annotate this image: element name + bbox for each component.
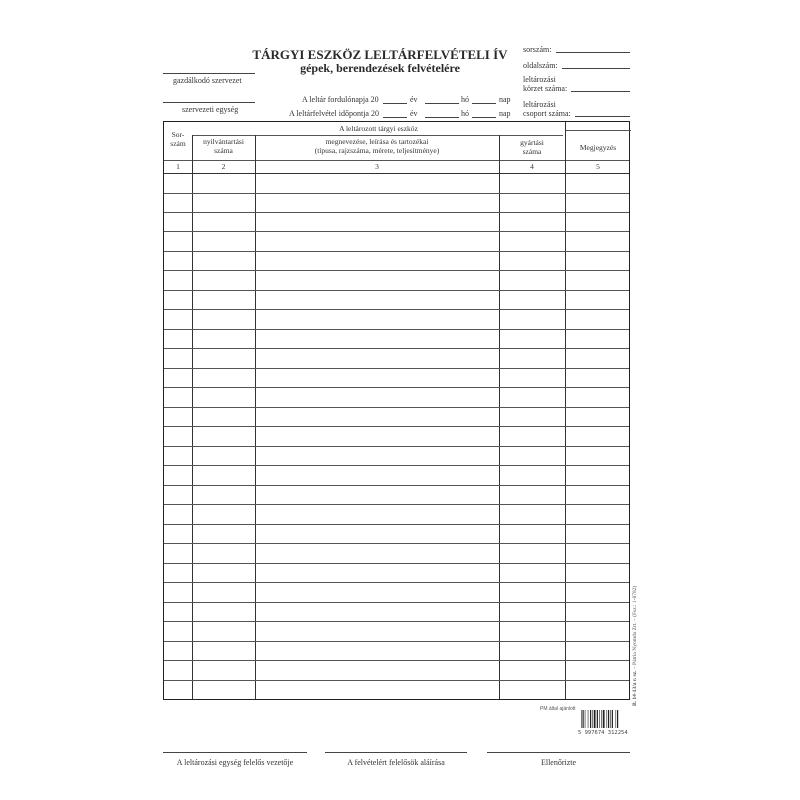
col1-header-b: szám (170, 138, 186, 148)
table-row[interactable] (164, 446, 629, 447)
korzet-line[interactable] (571, 91, 630, 92)
header-rule (164, 160, 629, 161)
barcode-icon (580, 710, 630, 730)
table-row[interactable] (164, 368, 629, 369)
table-row[interactable] (164, 290, 629, 291)
date2-year-line[interactable] (383, 117, 407, 118)
col-divider-1 (192, 135, 193, 699)
table-row[interactable] (164, 543, 629, 544)
table-row[interactable] (164, 270, 629, 271)
table-row[interactable] (164, 602, 629, 603)
col-number-4: 4 (530, 162, 534, 171)
date1-prefix: A leltár fordulónapja 20 (302, 95, 379, 104)
date2-ev: év (410, 109, 418, 118)
table-row[interactable] (164, 309, 629, 310)
table-row[interactable] (164, 485, 629, 486)
col-number-2: 2 (221, 162, 226, 171)
col4-header-b: száma (522, 146, 542, 156)
date1-month-line[interactable] (425, 103, 459, 104)
col-divider-4 (565, 122, 566, 699)
sig2-label: A felvételért felelősök aláírása (347, 758, 445, 767)
table-row[interactable] (164, 193, 629, 194)
date2-prefix: A leltárfelvétel időpontja 20 (289, 109, 379, 118)
oldalszam-line[interactable] (562, 68, 630, 69)
sorszam-label: sorszám: (523, 45, 552, 54)
unit-line[interactable] (163, 102, 255, 103)
col-number-3: 3 (375, 162, 379, 171)
pm-note: PM által ajánlott (540, 706, 576, 712)
col2-header-a: nyilvántartási (203, 137, 244, 146)
form-subtitle: gépek, berendezések felvételére (300, 61, 460, 75)
date1-day-line[interactable] (472, 103, 496, 104)
org-label: gazdálkodó szervezet (173, 76, 242, 85)
col-divider-3 (499, 135, 500, 699)
table-row[interactable] (164, 582, 629, 583)
sig3-line[interactable] (487, 752, 630, 753)
org-line[interactable] (163, 73, 255, 74)
date1-year-line[interactable] (383, 103, 407, 104)
korzet-label-2: körzet száma: (523, 84, 568, 93)
col4-header-a: gyártási (520, 138, 544, 147)
table-row[interactable] (164, 426, 629, 427)
table-row[interactable] (164, 504, 629, 505)
date2-ho: hó (461, 109, 469, 118)
unit-label: szervezeti egység (182, 105, 239, 114)
table-row[interactable] (164, 329, 629, 330)
table-row[interactable] (164, 465, 629, 466)
table-row[interactable] (164, 251, 629, 252)
table-row[interactable] (164, 660, 629, 661)
col4-header (499, 139, 565, 156)
date2-day-line[interactable] (472, 117, 496, 118)
col-number-5: 5 (596, 162, 600, 171)
table-row[interactable] (164, 387, 629, 388)
form-title: TÁRGYI ESZKÖZ LELTÁRFELVÉTELI ÍV (252, 47, 508, 62)
sorszam-line[interactable] (556, 52, 630, 53)
col5-header: Megjegyzés (579, 143, 617, 152)
col3-header (255, 138, 499, 155)
table-row[interactable] (164, 524, 629, 525)
table-row[interactable] (164, 563, 629, 564)
col3-header-a: megnevezése, leírása és tartozékai (325, 137, 429, 146)
col1-header (164, 131, 192, 148)
date2-month-line[interactable] (425, 117, 459, 118)
table-row[interactable] (164, 621, 629, 622)
sig2-line[interactable] (325, 752, 467, 753)
col-number-1: 1 (176, 162, 180, 171)
group-header-rule (192, 135, 563, 136)
csoport-label-2: csoport száma: (523, 109, 571, 118)
table-row[interactable] (164, 680, 629, 681)
table-row[interactable] (164, 407, 629, 408)
group-header: A leltározott tárgyi eszköz (339, 124, 418, 133)
csoport-line[interactable] (575, 116, 630, 117)
barcode-number: 5 997674 312254 (578, 730, 628, 736)
inventory-table (163, 121, 630, 700)
table-row[interactable] (164, 641, 629, 642)
side-print-code: B. 14-13/a r. sz. (632, 670, 638, 706)
remarks-top-rule (565, 130, 631, 131)
date1-ho: hó (461, 95, 469, 104)
col-divider-2 (255, 135, 256, 699)
table-row[interactable] (164, 348, 629, 349)
korzet-label-1: leltározási (523, 75, 556, 84)
date1-nap: nap (499, 95, 511, 104)
col3-header-b: (típusa, rajzszáma, mérete, teljesítménye) (314, 145, 440, 155)
table-row[interactable] (164, 231, 629, 232)
sig1-label: A leltározási egység felelős vezetője (176, 758, 294, 767)
sig3-label: Ellenőrizte (540, 758, 577, 767)
side-print-publisher: – Pátria Nyomda Zrt. – (Fsz.: 1-8782) (632, 585, 638, 671)
date1-ev: év (410, 95, 418, 104)
side-print (632, 556, 642, 706)
sig1-line[interactable] (163, 752, 307, 753)
oldalszam-label: oldalszám: (523, 61, 558, 70)
csoport-label-1: leltározási (523, 100, 556, 109)
col1-header-a: Sor- (171, 130, 185, 139)
col2-header-b: száma (214, 145, 233, 155)
col2-header (192, 138, 255, 155)
date2-nap: nap (499, 109, 511, 118)
table-row[interactable] (164, 212, 629, 213)
numbers-rule (164, 173, 629, 174)
